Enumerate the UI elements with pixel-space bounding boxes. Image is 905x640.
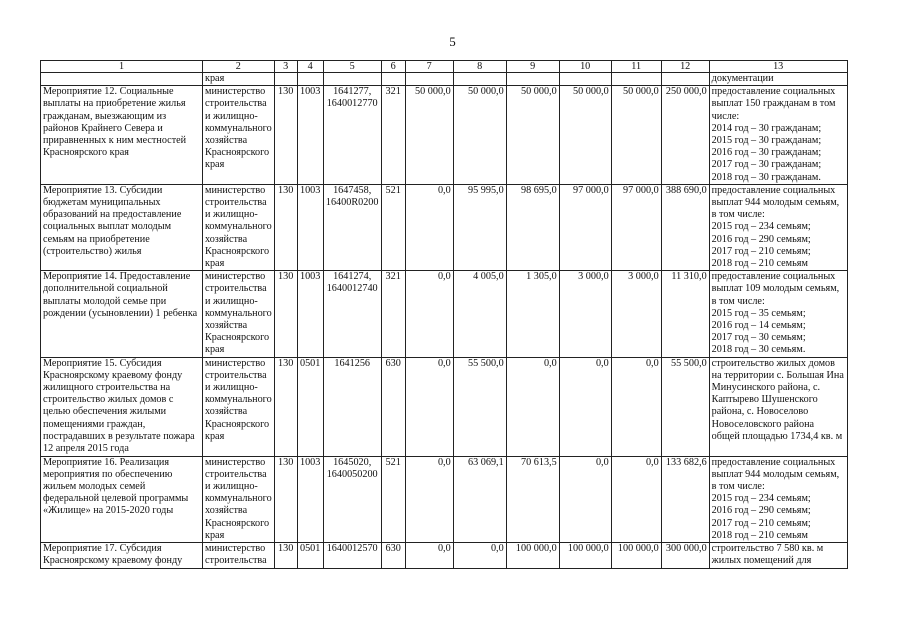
amount-cell: 55 500,0 [453, 357, 506, 456]
amount-cell: 1 305,0 [506, 271, 559, 357]
continuation-cell [611, 73, 661, 86]
total-amount-cell: 55 500,0 [661, 357, 709, 456]
result-line: 2015 год – 35 семьям; [711, 307, 806, 319]
code-grbs-cell: 130 [274, 271, 297, 357]
agency-cell: министерство строительства [203, 543, 275, 568]
event-name-cell: Мероприятие 12. Социальные выплаты на приобретение жилья гражданам, выезжающим из районов Крайнего Севера и приравненных к ним местностей Красноярского края [41, 86, 203, 185]
code-expense-type-cell: 321 [381, 86, 405, 185]
amount-cell: 100 000,0 [506, 543, 559, 568]
amount-cell: 50 000,0 [611, 86, 661, 185]
continuation-cell [297, 73, 323, 86]
total-amount-cell: 250 000,0 [661, 86, 709, 185]
result-line: 2018 год – 210 семьям [711, 529, 808, 541]
amount-cell: 3 000,0 [611, 271, 661, 357]
table-row [41, 271, 848, 357]
code-expense-type-cell: 521 [381, 184, 405, 270]
amount-cell: 100 000,0 [611, 543, 661, 568]
amount-cell: 0,0 [453, 543, 506, 568]
header-cell: 6 [381, 61, 405, 73]
code-grbs-cell: 130 [274, 86, 297, 185]
continuation-cell [405, 73, 453, 86]
code-section-cell: 0501 [297, 357, 323, 456]
result-line: 2016 год – 14 семьям; [711, 320, 806, 332]
event-name-cell: Мероприятие 13. Субсидии бюджетам муниципальных образований на предоставление социальных выплат молодым семьям на приобретение (строительство) жилья [41, 184, 203, 270]
table-row [41, 86, 848, 185]
agency-cell: министерство строительства и жилищно-коммунального хозяйства Красноярского края [203, 271, 275, 357]
continuation-result: документации [709, 73, 847, 86]
result-line: 2015 год – 30 гражданам; [711, 135, 822, 147]
program-events-table [40, 60, 848, 569]
expected-result-cell [709, 184, 847, 270]
expected-result-cell [709, 456, 847, 542]
continuation-cell [453, 73, 506, 86]
result-line: 2017 год – 210 семьям; [711, 245, 811, 257]
amount-cell: 4 005,0 [453, 271, 506, 357]
event-name-cell: Мероприятие 17. Субсидия Красноярскому краевому фонду [41, 543, 203, 568]
result-line: строительство 7 580 кв. м жилых помещений для [711, 543, 824, 567]
header-cell: 9 [506, 61, 559, 73]
code-section-cell: 1003 [297, 456, 323, 542]
result-line: 2018 год – 210 семьям [711, 258, 808, 270]
expected-result-cell [709, 357, 847, 456]
page-number: 5 [449, 34, 456, 49]
amount-cell: 0,0 [405, 271, 453, 357]
code-expense-type-cell: 630 [381, 357, 405, 456]
table-row [41, 543, 848, 568]
code-target-cell: 1647458, 16400R0200 [323, 184, 381, 270]
result-line: 2017 год – 210 семьям; [711, 517, 811, 529]
code-grbs-cell: 130 [274, 357, 297, 456]
result-line: 2017 год – 30 семьям; [711, 332, 806, 344]
amount-cell: 0,0 [405, 184, 453, 270]
amount-cell: 0,0 [559, 357, 611, 456]
header-row [41, 61, 848, 73]
total-amount-cell: 11 310,0 [661, 271, 709, 357]
header-cell: 5 [323, 61, 381, 73]
result-line: предоставление социальных выплат 944 молодым семьям, в том числе: [711, 184, 840, 221]
code-grbs-cell: 130 [274, 543, 297, 568]
agency-cell: министерство строительства и жилищно-коммунального хозяйства Красноярского края [203, 456, 275, 542]
result-line: 2018 год – 30 семьям. [711, 344, 806, 356]
agency-cell: министерство строительства и жилищно-коммунального хозяйства Красноярского края [203, 86, 275, 185]
continuation-cell [323, 73, 381, 86]
result-line: 2016 год – 290 семьям; [711, 505, 811, 517]
event-name-cell: Мероприятие 14. Предоставление дополнительной социальной выплаты молодой семье при рождении (усыновлении) 1 ребенка [41, 271, 203, 357]
amount-cell: 3 000,0 [559, 271, 611, 357]
event-name-cell: Мероприятие 15. Субсидия Красноярскому краевому фонду жилищного строительства на строительство жилых домов с целью обеспечения жилыми помещениями граждан, пострадавших в результате пожара 12 апреля 2015 года [41, 357, 203, 456]
amount-cell: 97 000,0 [611, 184, 661, 270]
amount-cell: 50 000,0 [506, 86, 559, 185]
code-target-cell: 1641274, 1640012740 [323, 271, 381, 357]
amount-cell: 0,0 [405, 456, 453, 542]
table-row [41, 184, 848, 270]
continuation-cell [661, 73, 709, 86]
header-cell: 12 [661, 61, 709, 73]
amount-cell: 95 995,0 [453, 184, 506, 270]
continuation-cell [506, 73, 559, 86]
code-section-cell: 1003 [297, 86, 323, 185]
continuation-cell [41, 73, 203, 86]
agency-cell: министерство строительства и жилищно-коммунального хозяйства Красноярского края [203, 184, 275, 270]
header-cell: 11 [611, 61, 661, 73]
expected-result-cell [709, 543, 847, 568]
total-amount-cell: 388 690,0 [661, 184, 709, 270]
amount-cell: 0,0 [611, 357, 661, 456]
code-grbs-cell: 130 [274, 456, 297, 542]
code-target-cell: 1645020, 1640050200 [323, 456, 381, 542]
table-row [41, 357, 848, 456]
header-cell: 10 [559, 61, 611, 73]
amount-cell: 50 000,0 [453, 86, 506, 185]
amount-cell: 97 000,0 [559, 184, 611, 270]
continuation-cell [274, 73, 297, 86]
result-line: 2014 год – 30 гражданам; [711, 122, 822, 134]
total-amount-cell: 300 000,0 [661, 543, 709, 568]
amount-cell: 0,0 [405, 543, 453, 568]
amount-cell: 0,0 [559, 456, 611, 542]
amount-cell: 0,0 [405, 357, 453, 456]
agency-cell: министерство строительства и жилищно-коммунального хозяйства Красноярского края [203, 357, 275, 456]
header-cell: 7 [405, 61, 453, 73]
header-cell: 3 [274, 61, 297, 73]
result-line: предоставление социальных выплат 150 гражданам в том числе: [711, 86, 836, 122]
expected-result-cell [709, 86, 847, 185]
code-grbs-cell: 130 [274, 184, 297, 270]
amount-cell: 100 000,0 [559, 543, 611, 568]
header-cell: 2 [203, 61, 275, 73]
amount-cell: 0,0 [611, 456, 661, 542]
header-cell: 8 [453, 61, 506, 73]
amount-cell: 70 613,5 [506, 456, 559, 542]
amount-cell: 63 069,1 [453, 456, 506, 542]
header-cell: 13 [709, 61, 847, 73]
result-line: 2016 год – 290 семьям; [711, 233, 811, 245]
result-line: 2016 год – 30 гражданам; [711, 147, 822, 159]
amount-cell: 98 695,0 [506, 184, 559, 270]
expected-result-cell [709, 271, 847, 357]
total-amount-cell: 133 682,6 [661, 456, 709, 542]
continuation-agency: края [203, 73, 275, 86]
continuation-cell [381, 73, 405, 86]
amount-cell: 0,0 [506, 357, 559, 456]
amount-cell: 50 000,0 [559, 86, 611, 185]
header-cell: 4 [297, 61, 323, 73]
code-target-cell: 1641277, 1640012770 [323, 86, 381, 185]
event-name-cell: Мероприятие 16. Реализация мероприятия по обеспечению жильем молодых семей федеральной целевой программы «Жилище» на 2015-2020 годы [41, 456, 203, 542]
result-line: 2015 год – 234 семьям; [711, 493, 811, 505]
continuation-row [41, 73, 848, 86]
code-expense-type-cell: 321 [381, 271, 405, 357]
result-line: предоставление социальных выплат 944 молодым семьям, в том числе: [711, 456, 840, 493]
table-row [41, 456, 848, 542]
amount-cell: 50 000,0 [405, 86, 453, 185]
code-target-cell: 1641256 [323, 357, 381, 456]
code-expense-type-cell: 630 [381, 543, 405, 568]
code-section-cell: 0501 [297, 543, 323, 568]
result-line: 2017 год – 30 гражданам; [711, 159, 822, 171]
code-section-cell: 1003 [297, 184, 323, 270]
result-line: 2015 год – 234 семьям; [711, 221, 811, 233]
continuation-cell [559, 73, 611, 86]
header-cell: 1 [41, 61, 203, 73]
code-target-cell: 1640012570 [323, 543, 381, 568]
result-line: предоставление социальных выплат 109 молодым семьям, в том числе: [711, 271, 840, 307]
result-line: 2018 год – 30 гражданам. [711, 171, 821, 183]
code-expense-type-cell: 521 [381, 456, 405, 542]
code-section-cell: 1003 [297, 271, 323, 357]
result-line: строительство жилых домов на территории с. Большая Ина Минусинского района, с. Каптырево Шушенского района, с. Новоселово Новоселовского района общей площадью 1734,4 кв. м [711, 357, 844, 442]
